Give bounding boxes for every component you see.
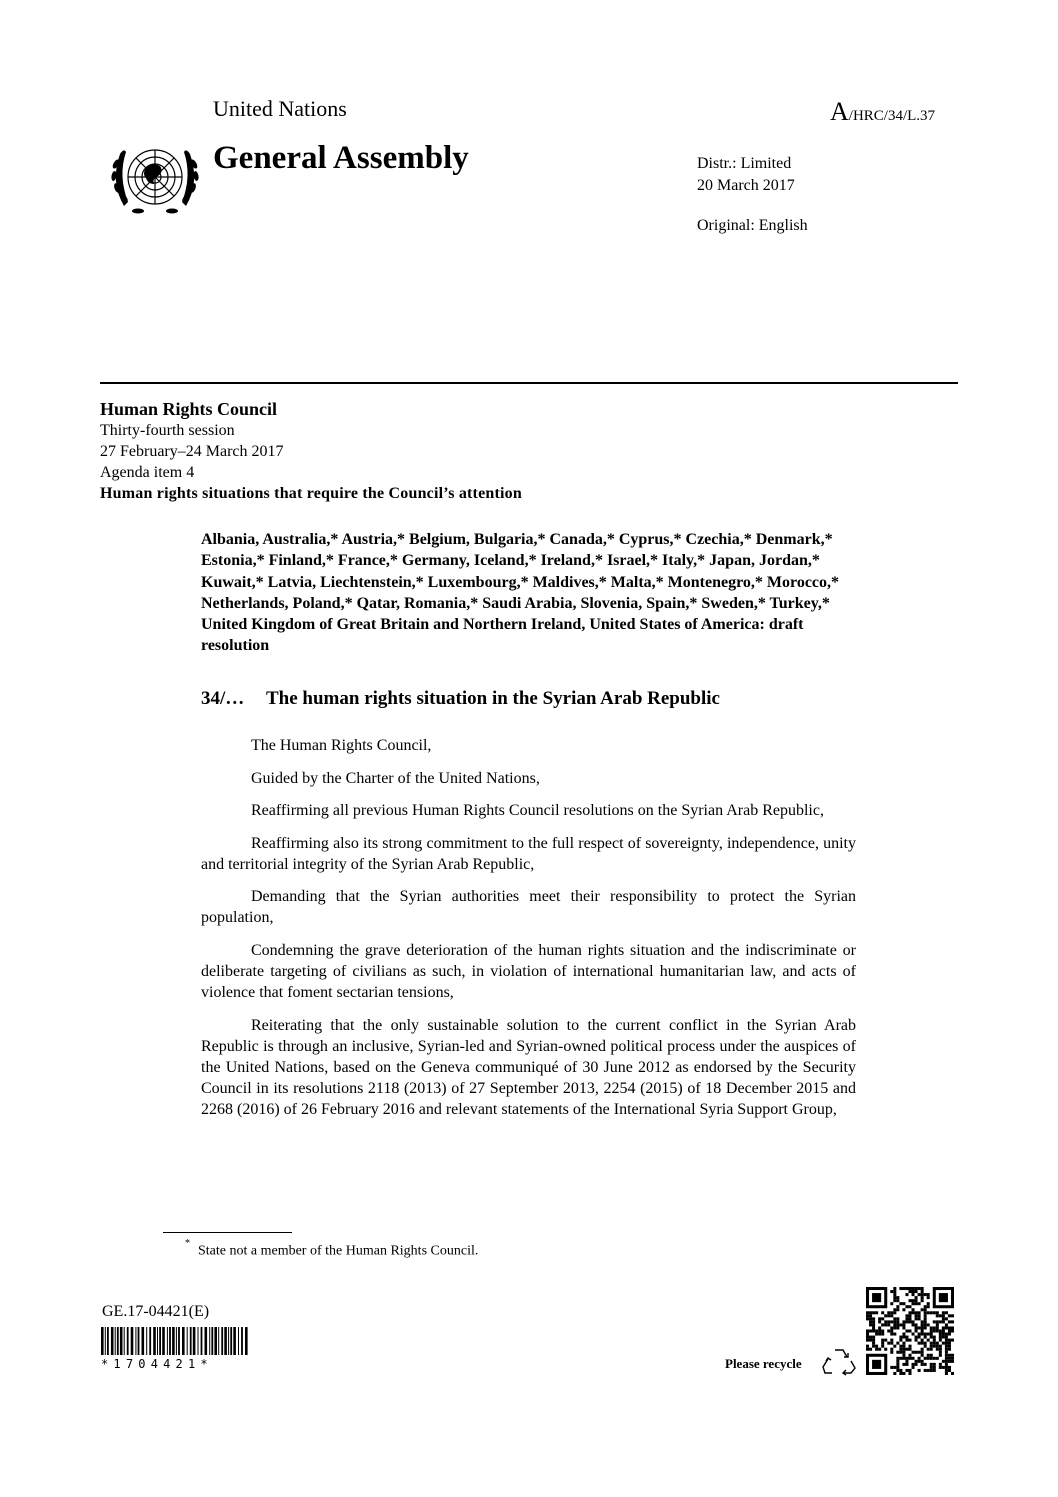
footnote-rule xyxy=(163,1232,292,1233)
resolution-title-text: The human rights situation in the Syrian Arab Republic xyxy=(266,688,720,709)
preamble-paragraph: Reaffirming also its strong commitment to the full respect of sovereignty, independence, unity and territorial integrity of the Syrian Arab Republic, xyxy=(201,834,856,873)
symbol-prefix: A xyxy=(830,97,849,126)
preamble-paragraph: The Human Rights Council, xyxy=(251,737,432,754)
document-symbol xyxy=(830,97,935,127)
sponsor-list: Albania, Australia,* Austria,* Belgium, Bulgaria,* Canada,* Cyprus,* Czechia,* Denmark,* Estonia,* Finland,* France,* Germany, Iceland,* Ireland,* Israel,* Italy,* Japan, Jordan,* Kuwait,* Latvia, Liechtenstein,* Luxembourg,* Maldives,* Malta,* Montenegro,* Morocco,* Netherlands, Poland,* Qatar, Romania,* Saudi Arabia, Slovenia, Spain,* Sweden,* Turkey,* United Kingdom of Great Britain and Northern Ireland, United States of America: draft resolution xyxy=(201,531,840,655)
barcode-number: *1704421* xyxy=(101,1357,213,1371)
recycle-icon xyxy=(822,1346,856,1376)
agenda-item-title: Human rights situations that require the Council’s attention xyxy=(100,485,522,502)
un-emblem-icon xyxy=(106,136,204,222)
qr-code-icon xyxy=(866,1287,954,1375)
distribution-status: Distr.: Limited xyxy=(697,155,792,172)
general-assembly-heading: General Assembly xyxy=(213,140,469,176)
preamble-paragraph: Reiterating that the only sustainable solution to the current conflict in the Syrian Arab Republic is through an inclusive, Syrian-led and Syrian-owned political process under the auspices of the United Nations, based on the Geneva communiqué of 30 June 2012 as endorsed by the Security Council in its resolutions 2118 (2013) of 27 September 2013, 2254 (2015) of 18 December 2015 and 2268 (2016) of 26 February 2016 and relevant statements of the International Syria Support Group, xyxy=(201,1016,856,1118)
preamble-paragraph: Condemning the grave deterioration of the human rights situation and the indiscriminate or deliberate targeting of civilians as such, in violation of international humanitarian law, and acts of violence that foment sectarian tensions, xyxy=(201,941,856,1001)
resolution-title xyxy=(201,688,720,710)
barcode-icon xyxy=(101,1327,249,1355)
session-dates: 27 February–24 March 2017 xyxy=(100,443,284,460)
footnote xyxy=(185,1238,479,1260)
job-number: GE.17-04421(E) xyxy=(102,1303,210,1320)
recycle-label: Please recycle xyxy=(725,1356,802,1371)
session: Thirty-fourth session xyxy=(100,422,235,439)
document-date: 20 March 2017 xyxy=(697,177,795,194)
distribution-block xyxy=(697,153,795,197)
org-name: United Nations xyxy=(213,96,347,121)
council-block xyxy=(100,398,522,504)
resolution-number: 34/… xyxy=(201,688,245,709)
header-rule xyxy=(100,382,958,384)
original-language: Original: English xyxy=(697,217,808,234)
footnote-marker: * xyxy=(185,1238,190,1249)
footnote-text: State not a member of the Human Rights Council. xyxy=(198,1243,479,1259)
council-name: Human Rights Council xyxy=(100,399,278,419)
preamble-paragraph: Reaffirming all previous Human Rights Council resolutions on the Syrian Arab Republic, xyxy=(251,802,824,820)
agenda-item: Agenda item 4 xyxy=(100,464,195,481)
symbol-rest: /HRC/34/L.37 xyxy=(848,108,936,124)
preamble xyxy=(201,735,856,1120)
preamble-paragraph: Guided by the Charter of the United Nations, xyxy=(251,769,540,787)
preamble-paragraph: Demanding that the Syrian authorities meet their responsibility to protect the Syrian population, xyxy=(201,888,856,927)
